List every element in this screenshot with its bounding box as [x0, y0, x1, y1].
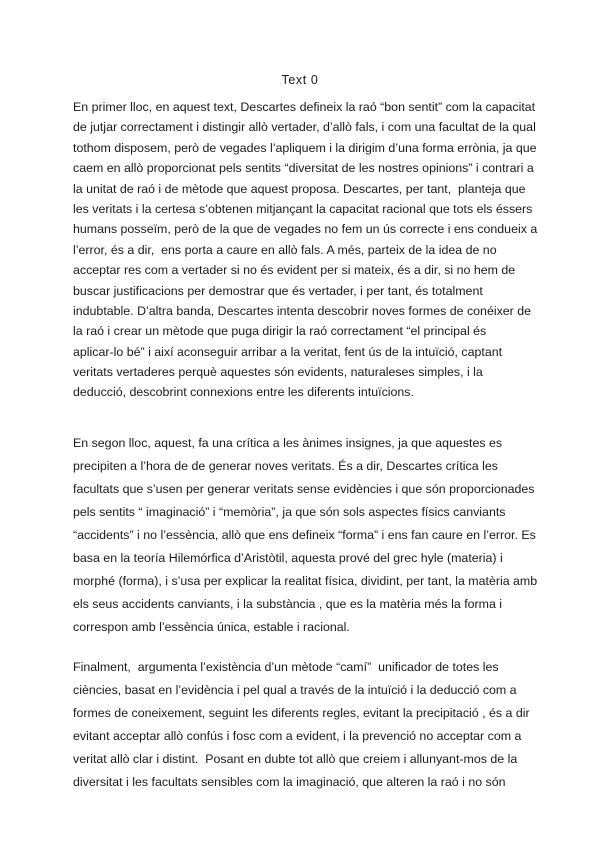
text-line: formes de coneixement, seguint les diferents regles, evitant la precipitació , és a dir [73, 706, 530, 720]
text-line: la unitat de raó i de mètode que aquest proposa. Descartes, per tant, planteja que [73, 181, 526, 196]
paragraph-1 [73, 97, 573, 403]
text-line: deducció, descobrint connexions entre les diferents intuïcions. [73, 385, 414, 400]
text-line: aplicar-lo bé” i així aconseguir arribar a la veritat, fent ús de la intuïció, captant [73, 344, 503, 359]
text-line: de jutjar correctament i distingir allò vertader, d’allò fals, i com una facultat de la qual [73, 120, 536, 135]
text-line: correspon amb l’essència única, estable i racional. [73, 620, 350, 634]
text-line: les veritats i la certesa s’obtenen mitjançant la capacitat racional que tots els éssers [73, 201, 533, 216]
text-line: humans posseïm, però de la que de vegades no fem un ús correcte i ens condueix a [73, 222, 538, 237]
document-title: Text 0 [281, 73, 319, 87]
text-line: la raó i crear un mètode que puga dirigir la raó correctament “el principal és [73, 324, 487, 339]
text-line: els seus accidents canviants, i la substància , que es la matèria més la forma i [73, 597, 503, 611]
text-line: precipiten a l’hora de de generar noves veritats. És a dir, Descartes crítica les [73, 459, 498, 473]
text-line: l’error, és a dir, ens porta a caure en allò fals. A més, parteix de la idea de no [73, 242, 497, 257]
text-line: evitant acceptar allò confús i fosc com a evident, i la prevenció no acceptar com a [73, 729, 522, 743]
text-line: indubtable. D’altra banda, Descartes intenta descobrir noves formes de conéixer de [73, 303, 532, 318]
text-line: diversitat i les facultats sensibles com la imaginació, que alteren la raó i no són [73, 775, 506, 789]
text-line: buscar justificacions per demostrar que és vertader, i per tant, és totalment [73, 283, 483, 298]
text-line: En segon lloc, aquest, fa una crítica a les ànimes insignes, ja que aquestes es [73, 436, 503, 450]
text-line: Finalment, argumenta l’existència d’un mètode “camí” unificador de totes les [73, 660, 499, 674]
text-line: basa en la teoría Hilemórfica d’Aristòtil, aquesta prové del grec hyle (materia) i [73, 551, 503, 565]
paragraph-2 [73, 432, 573, 639]
text-line: acceptar res com a vertader si no és evident per si mateix, és a dir, si no hem de [73, 263, 516, 278]
text-line: morphé (forma), i s’usa per explicar la realitat física, dividint, per tant, la matèria amb [73, 574, 538, 588]
paragraph-3 [73, 656, 573, 794]
text-line: “accidents” i no l’essència, allò que ens defineix “forma” i ens fan caure en l’error. Es [73, 528, 536, 542]
text-line: caem en allò proporcionat pels sentits “diversitat de les nostres opinions” i contrari a [73, 161, 534, 176]
text-line: ciències, basat en l’evidència i pel qual a través de la intuïció i la deducció com a [73, 683, 517, 697]
text-line: facultats que s’usen per generar veritats sense evidències i que són proporcionades [73, 482, 535, 496]
text-line: veritat allò clar i distint. Posant en dubte tot allò que creiem i allunyant-mos de la [73, 752, 518, 766]
text-line: pels sentits “ imaginació” i “memòria”, ja que són sols aspectes físics canviants [73, 505, 506, 519]
text-line: tothom disposem, però de vegades l’apliquem i la dirigim d’una forma errònia, ja que [73, 140, 537, 155]
text-line: En primer lloc, en aquest text, Descartes defineix la raó “bon sentit” com la capacitat [73, 100, 536, 114]
text-line: veritats vertaderes perquè aquestes són evidents, naturaleses simples, i la [73, 365, 483, 380]
